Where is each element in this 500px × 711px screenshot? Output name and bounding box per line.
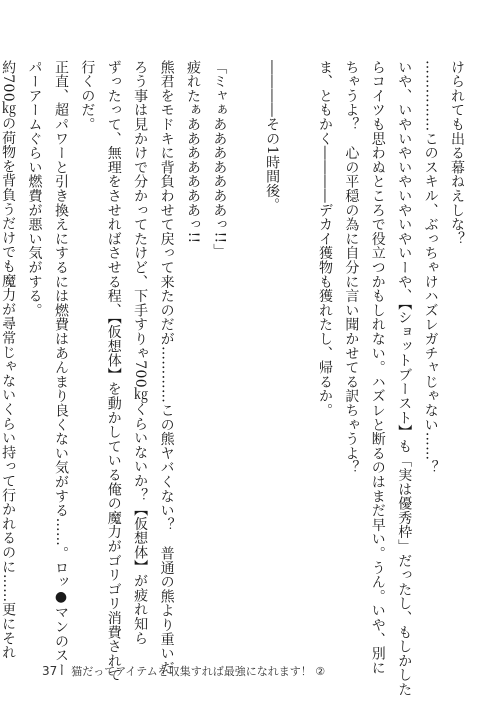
text-line: ……………このスキル、ぶっちゃけハズレガチャじゃない……？ bbox=[422, 60, 439, 475]
text-line: ちゃうよ？ 心の平穏の為に自分に言い聞かせてる訳ちゃうよ？ bbox=[343, 60, 360, 475]
scene-break-line: ――――その1時間後。 bbox=[264, 60, 281, 213]
text-line: 正直、超パワーと引き換えにするには燃費はあんまり良くない気がする……。ロッ●マンのスー bbox=[52, 60, 69, 677]
text-line: 疲れたぁあああああああっ!! bbox=[184, 60, 201, 244]
text-line: いや、いやいやいやいやいやいーや、【ショットブースト】も「実は優秀枠」だったし、もしかした bbox=[396, 60, 413, 697]
text-line: ずったって、無理をさせればさせる程、【仮想体】を動かしている俺の魔力がゴリゴリ消費されて bbox=[105, 60, 122, 683]
text-line: 熊君をモドキに背負わせて戻って来たのだが…………この熊ヤバくない？ 普通の熊より重いだ bbox=[158, 60, 175, 675]
text-line: ろう事は見かけで分かってたけど、下手すりゃ700㎏くらいないか？【仮想体】が疲れ知ら bbox=[132, 60, 149, 646]
text-line: ま、ともかく――――デカイ獲物も獲れたし、帰るか。 bbox=[316, 60, 333, 418]
dialogue-line: 「ミャぁあああああああっ!!」 bbox=[211, 60, 228, 258]
blank-line bbox=[232, 60, 258, 645]
text-line: 行くのだ。 bbox=[79, 60, 96, 132]
text-line: けられても出る幕ねえしな？ bbox=[449, 60, 465, 246]
book-title: 猫だってアイテムを収集すれば最強になれます！ ② bbox=[71, 665, 326, 678]
text-line: 約700㎏の荷物を背負うだけでも魔力が尋常じゃないくらい持って行かれるのに……更にそれ bbox=[0, 60, 17, 660]
text-line: らコイツも思わぬところで役立つかもしれない。ハズレと断るのはまだ早い。うん。いや、別に bbox=[369, 60, 386, 675]
page-footer bbox=[42, 663, 325, 679]
text-line: パーアームぐらい燃費が悪い気がする。 bbox=[26, 60, 43, 318]
page-number: 37 bbox=[42, 664, 58, 678]
blank-line bbox=[285, 60, 311, 645]
